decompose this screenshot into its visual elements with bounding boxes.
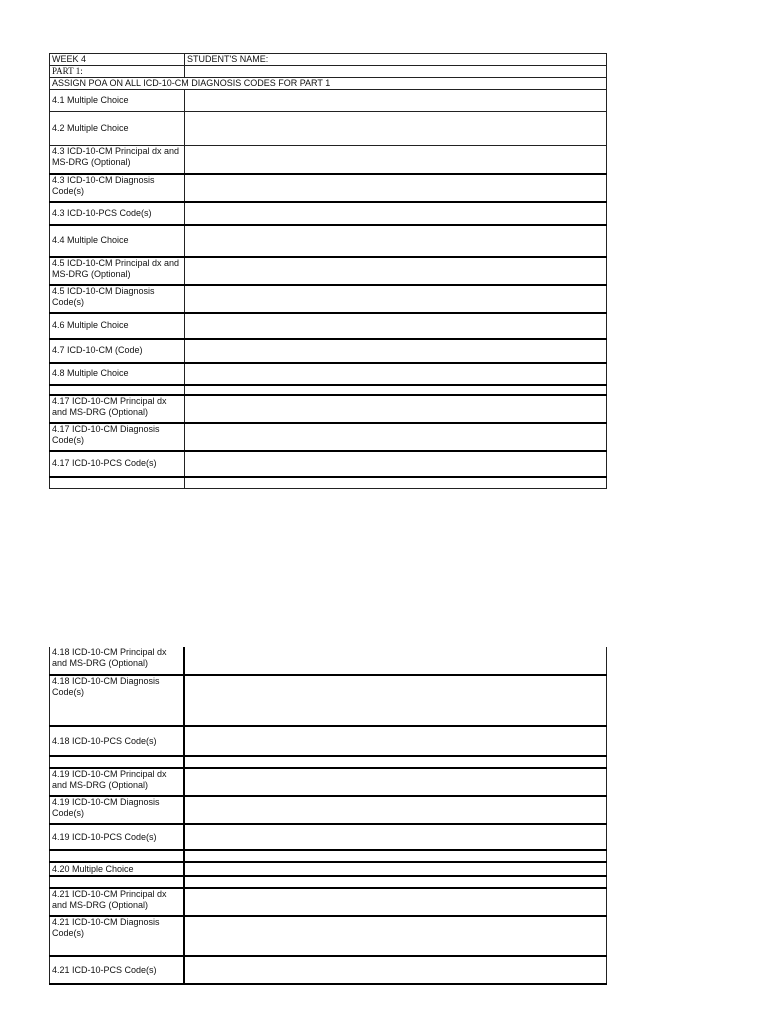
answer-cell[interactable] [184,675,607,726]
question-label: 4.19 ICD-10-CM Principal dx and MS-DRG (Optional) [50,768,184,796]
question-label: 4.1 Multiple Choice [50,90,185,112]
table-row [50,647,607,675]
instruction-row [50,78,607,90]
spacer-cell [184,876,607,888]
table-row [50,796,607,824]
question-label: 4.17 ICD-10-CM Diagnosis Code(s) [50,423,185,451]
table-row [50,285,607,313]
spacer-cell [50,756,184,768]
question-label: 4.17 ICD-10-CM Principal dx and MS-DRG (Optional) [50,395,185,423]
answer-cell[interactable] [184,726,607,756]
answer-cell[interactable] [184,862,607,876]
question-label: 4.21 ICD-10-CM Diagnosis Code(s) [50,916,184,956]
question-label: 4.8 Multiple Choice [50,363,185,385]
answer-cell[interactable] [185,395,607,423]
answer-cell[interactable] [185,285,607,313]
answer-cell[interactable] [185,90,607,112]
question-label: 4.19 ICD-10-CM Diagnosis Code(s) [50,796,184,824]
header-row [50,54,607,66]
answer-cell[interactable] [184,916,607,956]
question-label: 4.5 ICD-10-CM Principal dx and MS-DRG (Optional) [50,257,185,285]
answer-cell[interactable] [185,225,607,257]
answer-cell[interactable] [185,423,607,451]
answer-cell[interactable] [184,956,607,984]
question-label: 4.2 Multiple Choice [50,112,185,146]
answer-cell[interactable] [185,146,607,174]
student-name-cell[interactable]: STUDENT'S NAME: [185,54,607,66]
answer-cell[interactable] [185,363,607,385]
instruction-cell: ASSIGN POA ON ALL ICD-10-CM DIAGNOSIS CODES FOR PART 1 [50,78,607,90]
answer-cell[interactable] [185,202,607,225]
answer-cell[interactable] [185,313,607,339]
week-cell: WEEK 4 [50,54,185,66]
spacer-row [50,756,607,768]
table-row [50,862,607,876]
question-label: 4.18 ICD-10-PCS Code(s) [50,726,184,756]
answer-cell[interactable] [185,112,607,146]
part-row [50,66,607,78]
answer-cell[interactable] [184,796,607,824]
answer-cell[interactable] [185,451,607,477]
question-label: 4.3 ICD-10-PCS Code(s) [50,202,185,225]
table-row [50,395,607,423]
table-row [50,824,607,850]
part-cell: PART 1: [50,66,185,78]
table-row [50,339,607,363]
question-label: 4.21 ICD-10-PCS Code(s) [50,956,184,984]
answer-cell[interactable] [184,768,607,796]
table-row [50,956,607,984]
question-label: 4.7 ICD-10-CM (Code) [50,339,185,363]
table-row [50,90,607,112]
question-label: 4.3 ICD-10-CM Diagnosis Code(s) [50,174,185,202]
spacer-cell [184,850,607,862]
table-row [50,768,607,796]
table-row [50,916,607,956]
table-row [50,202,607,225]
question-label: 4.5 ICD-10-CM Diagnosis Code(s) [50,285,185,313]
spacer-row [50,876,607,888]
answer-cell[interactable] [184,824,607,850]
table-row [50,675,607,726]
table-row [50,726,607,756]
spacer-cell [50,385,185,395]
spacer-cell [184,756,607,768]
worksheet-table-page1 [49,53,607,489]
question-label: 4.19 ICD-10-PCS Code(s) [50,824,184,850]
question-label: 4.6 Multiple Choice [50,313,185,339]
table-row [50,451,607,477]
table-row [50,225,607,257]
answer-cell[interactable] [185,257,607,285]
worksheet-table-page2 [49,647,607,985]
spacer-row [50,850,607,862]
spacer-cell [50,850,184,862]
table-row [50,363,607,385]
answer-cell[interactable] [185,339,607,363]
table-row [50,174,607,202]
question-label: 4.4 Multiple Choice [50,225,185,257]
table-row [50,112,607,146]
part-answer-cell[interactable] [185,66,607,78]
answer-cell[interactable] [184,647,607,675]
spacer-cell [185,477,607,489]
answer-cell[interactable] [185,174,607,202]
table-row [50,146,607,174]
question-label: 4.18 ICD-10-CM Diagnosis Code(s) [50,675,184,726]
question-label: 4.20 Multiple Choice [50,862,184,876]
table-row [50,888,607,916]
question-label: 4.18 ICD-10-CM Principal dx and MS-DRG (Optional) [50,647,184,675]
table-row [50,257,607,285]
table-row [50,423,607,451]
table-row [50,313,607,339]
question-label: 4.3 ICD-10-CM Principal dx and MS-DRG (Optional) [50,146,185,174]
spacer-cell [50,477,185,489]
question-label: 4.21 ICD-10-CM Principal dx and MS-DRG (Optional) [50,888,184,916]
question-label: 4.17 ICD-10-PCS Code(s) [50,451,185,477]
answer-cell[interactable] [184,888,607,916]
spacer-row [50,477,607,489]
spacer-cell [185,385,607,395]
spacer-row [50,385,607,395]
spacer-cell [50,876,184,888]
